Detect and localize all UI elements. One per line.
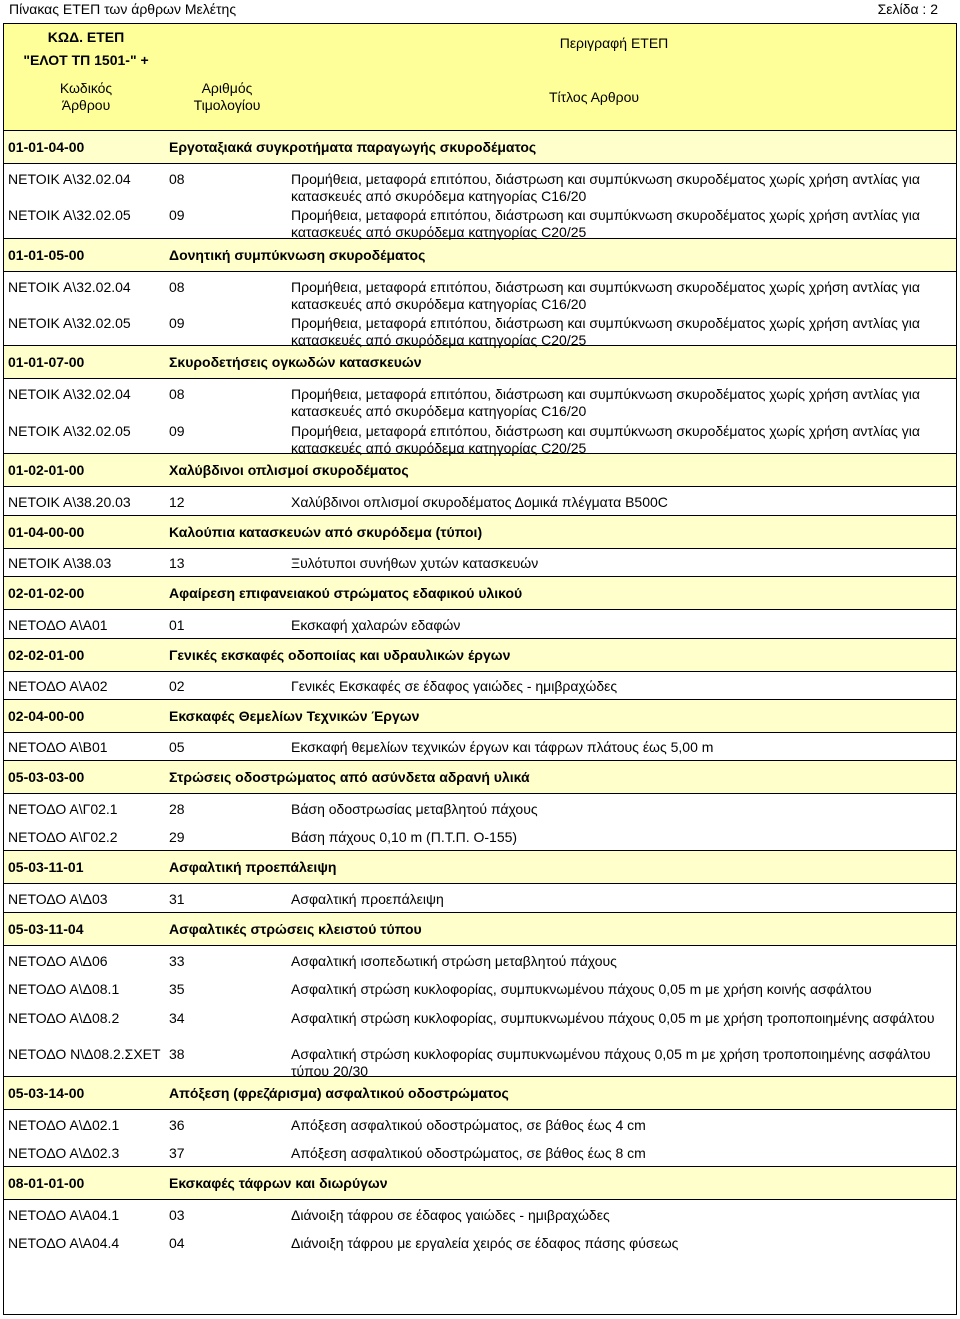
- article-code: ΝΕΤΟΔΟ Α\Β01: [8, 739, 108, 755]
- group-code: 05-03-03-00: [8, 769, 85, 785]
- group-code: 02-02-01-00: [8, 647, 85, 663]
- header-etep-code: [8, 29, 164, 69]
- article-code: ΝΕΤΟΙΚ Α\32.02.04: [8, 279, 131, 295]
- article-code: ΝΕΤΟΔΟ Α\Α02: [8, 678, 108, 694]
- price-number: 34: [169, 1010, 185, 1026]
- header-price-number-line2: Τιμολογίου: [193, 97, 261, 113]
- group-row: [4, 638, 956, 672]
- price-number: 36: [169, 1117, 185, 1133]
- group-row: [4, 453, 956, 487]
- price-number: 09: [169, 423, 185, 439]
- group-row: [4, 1076, 956, 1110]
- article-code: ΝΕΤΟΙΚ Α\38.20.03: [8, 494, 131, 510]
- price-number: 38: [169, 1046, 185, 1062]
- group-description: Ασφαλτικές στρώσεις κλειστού τύπου: [169, 921, 422, 937]
- article-code: ΝΕΤΟΔΟ Α\Δ08.1: [8, 981, 120, 997]
- header-etep-code-line2: "ΕΛΟΤ ΤΠ 1501-" +: [23, 52, 149, 68]
- header-article-code-line2: Άρθρου: [61, 97, 111, 113]
- price-number: 01: [169, 617, 185, 633]
- price-number: 28: [169, 801, 185, 817]
- article-title: Απόξεση ασφαλτικού οδοστρώματος, σε βάθος έως 4 cm: [291, 1117, 646, 1133]
- article-code: ΝΕΤΟΔΟ Α\Δ08.2: [8, 1010, 120, 1026]
- group-description: Στρώσεις οδοστρώματος από ασύνδετα αδρανή υλικά: [169, 769, 530, 785]
- group-row: [4, 515, 956, 549]
- article-code: ΝΕΤΟΙΚ Α\38.03: [8, 555, 112, 571]
- header-price-number-line1: Αριθμός: [201, 80, 253, 96]
- group-description: Καλούπια κατασκευών από σκυρόδεμα (τύποι): [169, 524, 483, 540]
- price-number: 02: [169, 678, 185, 694]
- price-number: 35: [169, 981, 185, 997]
- price-number: 33: [169, 953, 185, 969]
- article-title: Προμήθεια, μεταφορά επιτόπου, διάστρωση και συμπύκνωση σκυροδέματος χωρίς χρήση αντλίας για κατασκευές από σκυρόδεμα κατηγορίας C16/20: [291, 279, 921, 312]
- article-code: ΝΕΤΟΔΟ Α\Α04.1: [8, 1207, 120, 1223]
- price-number: 08: [169, 279, 185, 295]
- group-code: 05-03-11-01: [8, 859, 84, 875]
- article-title: Ασφαλτική στρώση κυκλοφορίας, συμπυκνωμένου πάχους 0,05 m με χρήση κοινής ασφάλτου: [291, 981, 872, 997]
- group-description: Χαλύβδινοι οπλισμοί σκυροδέματος: [169, 462, 409, 478]
- article-code: ΝΕΤΟΙΚ Α\32.02.05: [8, 207, 131, 223]
- article-code: ΝΕΤΟΙΚ Α\32.02.05: [8, 423, 131, 439]
- price-number: 09: [169, 207, 185, 223]
- article-code: ΝΕΤΟΔΟ Α\Γ02.2: [8, 829, 118, 845]
- group-description: Αφαίρεση επιφανειακού στρώματος εδαφικού υλικού: [169, 585, 523, 601]
- article-title: Προμήθεια, μεταφορά επιτόπου, διάστρωση και συμπύκνωση σκυροδέματος χωρίς χρήση αντλίας για κατασκευές από σκυρόδεμα κατηγορίας C16/20: [291, 386, 921, 419]
- price-number: 08: [169, 171, 185, 187]
- price-number: 09: [169, 315, 185, 331]
- group-code: 01-01-05-00: [8, 247, 85, 263]
- group-description: Απόξεση (φρεζάρισμα) ασφαλτικού οδοστρώματος: [169, 1085, 509, 1101]
- group-row: [4, 760, 956, 794]
- page-number: Σελίδα : 2: [877, 1, 938, 17]
- group-row: [4, 699, 956, 733]
- article-title: Προμήθεια, μεταφορά επιτόπου, διάστρωση και συμπύκνωση σκυροδέματος χωρίς χρήση αντλίας για κατασκευές από σκυρόδεμα κατηγορίας C20/25: [291, 423, 921, 456]
- group-code: 01-01-07-00: [8, 354, 85, 370]
- price-number: 13: [169, 555, 185, 571]
- price-number: 12: [169, 494, 185, 510]
- article-title: Ασφαλτική προεπάλειψη: [291, 891, 444, 907]
- group-code: 05-03-11-04: [8, 921, 84, 937]
- article-code: ΝΕΤΟΔΟ Α\Δ06: [8, 953, 108, 969]
- article-title: Προμήθεια, μεταφορά επιτόπου, διάστρωση και συμπύκνωση σκυροδέματος χωρίς χρήση αντλίας για κατασκευές από σκυρόδεμα κατηγορίας C20/25: [291, 315, 921, 348]
- group-row: [4, 850, 956, 884]
- group-description: Εκσκαφές τάφρων και διωρύγων: [169, 1175, 388, 1191]
- article-title: Χαλύβδινοι οπλισμοί σκυροδέματος Δομικά πλέγματα B500C: [291, 494, 668, 510]
- page-title: Πίνακας ΕΤΕΠ των άρθρων Μελέτης: [9, 1, 237, 17]
- group-code: 01-01-04-00: [8, 139, 85, 155]
- group-description: Γενικές εκσκαφές οδοποιίας και υδραυλικών έργων: [169, 647, 511, 663]
- article-code: ΝΕΤΟΔΟ Α\Δ02.1: [8, 1117, 120, 1133]
- header-article-title: Τίτλος Αρθρου: [548, 89, 640, 105]
- header-article-code: [8, 80, 164, 114]
- article-title: Ασφαλτική ισοπεδωτική στρώση μεταβλητού πάχους: [291, 953, 617, 969]
- header-etep-desc: Περιγραφή ΕΤΕΠ: [559, 35, 669, 51]
- price-number: 03: [169, 1207, 185, 1223]
- article-title: Εκσκαφή θεμελίων τεχνικών έργων και τάφρων πλάτους έως 5,00 m: [291, 739, 714, 755]
- group-row: [4, 576, 956, 610]
- group-row: [4, 912, 956, 946]
- article-title: Ασφαλτική στρώση κυκλοφορίας συμπυκνωμένου πάχους 0,05 m με χρήση τροποποιημένης ασφάλτου τύπου 20/30: [291, 1046, 931, 1079]
- price-number: 31: [169, 891, 185, 907]
- price-number: 29: [169, 829, 185, 845]
- group-row: [4, 1166, 956, 1200]
- group-row: [4, 130, 956, 164]
- article-title: Απόξεση ασφαλτικού οδοστρώματος, σε βάθος έως 8 cm: [291, 1145, 646, 1161]
- article-code: ΝΕΤΟΔΟ Ν\Δ08.2.ΣΧΕΤ: [8, 1046, 161, 1062]
- article-title: Βάση οδοστρωσίας μεταβλητού πάχους: [291, 801, 538, 817]
- group-row: [4, 345, 956, 379]
- article-code: ΝΕΤΟΔΟ Α\Δ02.3: [8, 1145, 120, 1161]
- article-title: Εκσκαφή χαλαρών εδαφών: [291, 617, 461, 633]
- header-price-number: [166, 80, 288, 114]
- group-description: Εργοταξιακά συγκροτήματα παραγωγής σκυροδέματος: [169, 139, 537, 155]
- header-etep-code-line1: ΚΩΔ. ΕΤΕΠ: [47, 29, 125, 45]
- group-code: 01-02-01-00: [8, 462, 85, 478]
- article-code: ΝΕΤΟΙΚ Α\32.02.04: [8, 171, 131, 187]
- header-article-code-line1: Κωδικός: [59, 80, 113, 96]
- table-header: [4, 24, 956, 130]
- group-description: Δονητική συμπύκνωση σκυροδέματος: [169, 247, 426, 263]
- group-code: 02-04-00-00: [8, 708, 85, 724]
- price-number: 04: [169, 1235, 185, 1251]
- group-code: 02-01-02-00: [8, 585, 85, 601]
- price-number: 05: [169, 739, 185, 755]
- price-number: 37: [169, 1145, 185, 1161]
- article-title: Ασφαλτική στρώση κυκλοφορίας, συμπυκνωμένου πάχους 0,05 m με χρήση τροποποιημένης ασφάλτου: [291, 1010, 935, 1026]
- article-code: ΝΕΤΟΔΟ Α\Γ02.1: [8, 801, 118, 817]
- article-code: ΝΕΤΟΙΚ Α\32.02.04: [8, 386, 131, 402]
- article-title: Ξυλότυποι συνήθων χυτών κατασκευών: [291, 555, 539, 571]
- article-code: ΝΕΤΟΔΟ Α\Α01: [8, 617, 108, 633]
- article-code: ΝΕΤΟΔΟ Α\Δ03: [8, 891, 108, 907]
- group-code: 08-01-01-00: [8, 1175, 85, 1191]
- group-description: Σκυροδετήσεις ογκωδών κατασκευών: [169, 354, 422, 370]
- article-title: Διάνοιξη τάφρου με εργαλεία χειρός σε έδαφος πάσης φύσεως: [291, 1235, 679, 1251]
- group-row: [4, 238, 956, 272]
- article-title: Προμήθεια, μεταφορά επιτόπου, διάστρωση και συμπύκνωση σκυροδέματος χωρίς χρήση αντλίας για κατασκευές από σκυρόδεμα κατηγορίας C20/25: [291, 207, 921, 240]
- group-code: 05-03-14-00: [8, 1085, 85, 1101]
- group-description: Εκσκαφές Θεμελίων Τεχνικών Έργων: [169, 708, 420, 724]
- article-code: ΝΕΤΟΔΟ Α\Α04.4: [8, 1235, 120, 1251]
- article-title: Γενικές Εκσκαφές σε έδαφος γαιώδες - ημιβραχώδες: [291, 678, 618, 694]
- group-code: 01-04-00-00: [8, 524, 85, 540]
- price-number: 08: [169, 386, 185, 402]
- article-title: Βάση πάχους 0,10 m (Π.Τ.Π. Ο-155): [291, 829, 518, 845]
- article-title: Διάνοιξη τάφρου σε έδαφος γαιώδες - ημιβραχώδες: [291, 1207, 610, 1223]
- article-title: Προμήθεια, μεταφορά επιτόπου, διάστρωση και συμπύκνωση σκυροδέματος χωρίς χρήση αντλίας για κατασκευές από σκυρόδεμα κατηγορίας C16/20: [291, 171, 921, 204]
- article-code: ΝΕΤΟΙΚ Α\32.02.05: [8, 315, 131, 331]
- group-description: Ασφαλτική προεπάλειψη: [169, 859, 337, 875]
